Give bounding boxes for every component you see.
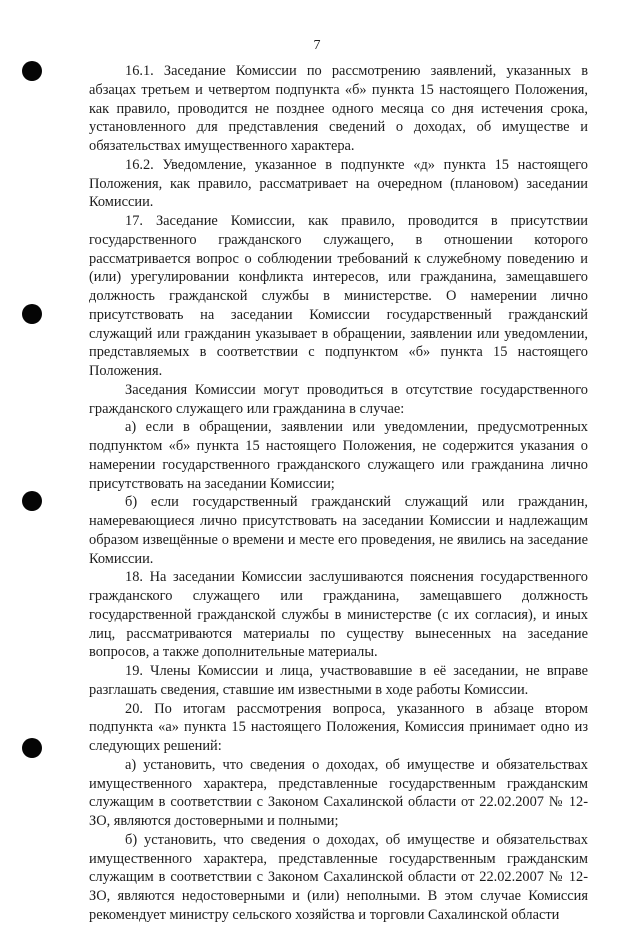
paragraph-17-item-a: а) если в обращении, заявлении или уведомлении, предусмотренных подпунктом «б» пункта 15 настоящего Положения, не содержится указания о намерении государственного гражданского служащего или гражданина лично присутствовать на заседании Комиссии; <box>89 419 588 492</box>
binder-hole <box>22 491 42 511</box>
paragraph-20-item-a: а) установить, что сведения о доходах, об имуществе и обязательствах имущественного характера, представленные государственным гражданским служащим в соответствии с Законом Сахалинской области от 22.02.2007 № 12-ЗО, являются достоверными и полными; <box>89 756 588 829</box>
paragraph-16-2: 16.2. Уведомление, указанное в подпункте «д» пункта 15 настоящего Положения, как правило, рассматривает на очередном (плановом) заседании Комиссии. <box>89 156 588 211</box>
paragraph-20-item-b: б) установить, что сведения о доходах, об имуществе и обязательствах имущественного характера, представленные государственным гражданским служащим в соответствии с Законом Сахалинской области от 22.02.2007 № 12-ЗО, являются недостоверными и (или) неполными. В этом случае Комиссия рекомендует министру сельского хозяйства и торговли Сахалинской области <box>89 831 588 923</box>
paragraph-18: 18. На заседании Комиссии заслушиваются пояснения государственного гражданского служащего или гражданина, замещавшего должность государственной гражданской службы в министерстве (с их согласия), и иных лиц, рассматриваются материалы по существу вынесенных на заседание вопросов, а также дополнительные материалы. <box>89 569 588 661</box>
paragraph-17: 17. Заседание Комиссии, как правило, проводится в присутствии государственного гражданского служащего, в отношении которого рассматривается вопрос о соблюдении требований к служебному поведению и (или) урегулировании конфликта интересов, или гражданина, замещавшего должность гражданской службы в министерстве. О намерении лично присутствовать на заседании Комиссии государственный гражданский служащий или гражданин указывает в обращении, заявлении или уведомлении, представляемых в соответствии с подпунктом «б» пункта 15 настоящего Положения. <box>89 213 588 379</box>
document-body <box>89 62 588 925</box>
paragraph-17-absence: Заседания Комиссии могут проводиться в отсутствие государственного гражданского служащего или гражданина в случае: <box>89 381 588 417</box>
paragraph-16-1: 16.1. Заседание Комиссии по рассмотрению заявлений, указанных в абзацах третьем и четвертом подпункта «б» пункта 15 настоящего Положения, как правило, проводится не позднее одного месяца со дня истечения срока, установленного для представления сведений о доходах, об имуществе и обязательствах имущественного характера. <box>89 63 588 154</box>
binder-hole <box>22 738 42 758</box>
binder-hole <box>22 61 42 81</box>
paragraph-20: 20. По итогам рассмотрения вопроса, указанного в абзаце втором подпункта «а» пункта 15 настоящего Положения, Комиссия принимает одно из следующих решений: <box>89 700 588 754</box>
binder-hole <box>22 304 42 324</box>
paragraph-17-item-b: б) если государственный гражданский служащий или гражданин, намеревающиеся лично присутствовать на заседании Комиссии и надлежащим образом извещённые о времени и месте его проведения, не явились на заседание Комиссии. <box>89 494 588 567</box>
page-number: 7 <box>313 38 321 53</box>
paragraph-19: 19. Члены Комиссии и лица, участвовавшие в её заседании, не вправе разглашать сведения, ставшие им известными в ходе работы Комиссии. <box>89 663 588 698</box>
